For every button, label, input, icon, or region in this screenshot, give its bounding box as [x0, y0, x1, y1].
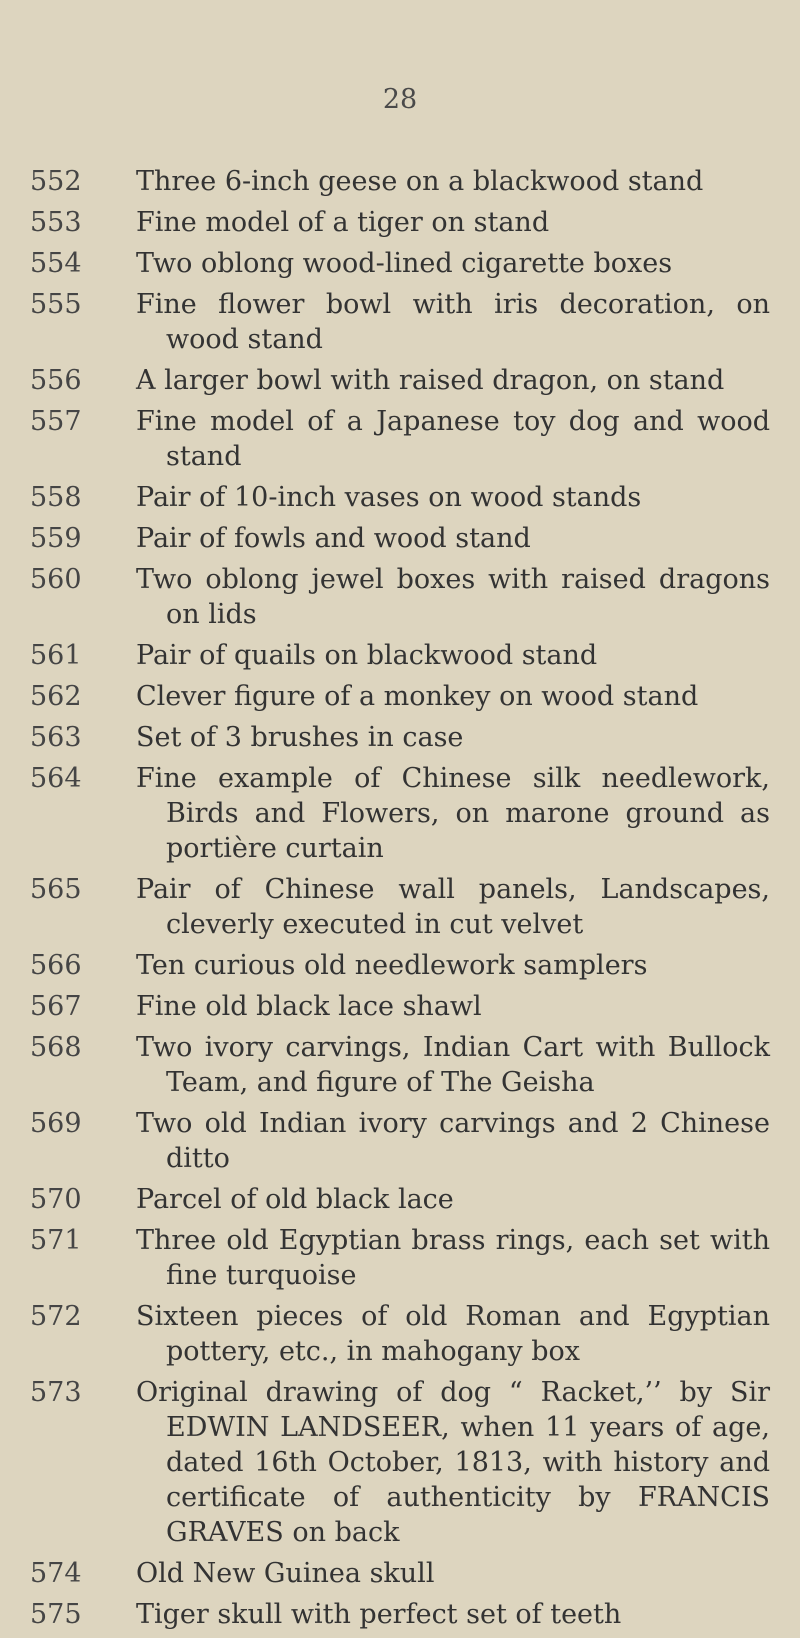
lot-description: Tiger skull with perfect set of teeth	[136, 1599, 622, 1630]
lot-number: 553	[30, 207, 82, 238]
lot-item	[0, 205, 800, 240]
lot-number: 575	[30, 1599, 82, 1630]
lot-number: 573	[30, 1377, 82, 1408]
lot-number: 571	[30, 1225, 82, 1256]
lot-number: 557	[30, 406, 82, 437]
lot-description: Two oblong wood-lined cigarette boxes	[136, 248, 673, 279]
lot-description: Clever figure of a monkey on wood stand	[136, 681, 699, 712]
lot-description: Two oblong jewel boxes with raised dragons on lids	[136, 564, 770, 630]
lot-description: Three 6-inch geese on a blackwood stand	[136, 166, 704, 197]
lot-description: Fine model of a Japanese toy dog and wood stand	[136, 406, 770, 472]
lot-description: Pair of 10-inch vases on wood stands	[136, 482, 642, 513]
lot-number: 552	[30, 166, 82, 197]
lot-item	[0, 948, 800, 983]
lot-description: Parcel of old black lace	[136, 1184, 454, 1215]
lot-description: Fine model of a tiger on stand	[136, 207, 550, 238]
lot-number: 572	[30, 1301, 82, 1332]
lot-list	[0, 164, 800, 1638]
lot-number: 565	[30, 874, 82, 905]
lot-item	[0, 363, 800, 398]
lot-item	[0, 638, 800, 673]
lot-item	[0, 480, 800, 515]
lot-number: 561	[30, 640, 82, 671]
lot-number: 563	[30, 722, 82, 753]
lot-item	[0, 1030, 800, 1100]
lot-description: Old New Guinea skull	[136, 1558, 435, 1589]
lot-description: Set of 3 brushes in case	[136, 722, 464, 753]
lot-item	[0, 1299, 800, 1369]
lot-description: Fine example of Chinese silk needlework, Birds and Flowers, on marone ground as portière curtain	[136, 763, 770, 864]
lot-number: 564	[30, 763, 82, 794]
lot-description: Ten curious old needlework samplers	[136, 950, 648, 981]
lot-item	[0, 404, 800, 474]
lot-item	[0, 679, 800, 714]
lot-description: Fine flower bowl with iris decoration, on wood stand	[136, 289, 770, 355]
lot-item	[0, 989, 800, 1024]
lot-item	[0, 287, 800, 357]
lot-number: 558	[30, 482, 82, 513]
lot-number: 559	[30, 523, 82, 554]
lot-description: Pair of fowls and wood stand	[136, 523, 531, 554]
lot-item	[0, 1182, 800, 1217]
lot-number: 562	[30, 681, 82, 712]
lot-item	[0, 1106, 800, 1176]
lot-number: 554	[30, 248, 82, 279]
lot-number: 568	[30, 1032, 82, 1063]
lot-description: A larger bowl with raised dragon, on stand	[136, 365, 725, 396]
lot-item	[0, 1223, 800, 1293]
lot-item	[0, 521, 800, 556]
page-number: 28	[382, 84, 418, 115]
lot-number: 570	[30, 1184, 82, 1215]
lot-number: 560	[30, 564, 82, 595]
lot-item	[0, 246, 800, 281]
lot-item	[0, 1556, 800, 1591]
lot-item	[0, 562, 800, 632]
lot-description: Two old Indian ivory carvings and 2 Chinese ditto	[136, 1108, 770, 1174]
lot-item	[0, 164, 800, 199]
lot-number: 574	[30, 1558, 82, 1589]
lot-description: Pair of Chinese wall panels, Landscapes, cleverly executed in cut velvet	[136, 874, 770, 940]
lot-number: 566	[30, 950, 82, 981]
lot-description: Original drawing of dog “ Racket,’’ by Sir EDWIN LANDSEER, when 11 years of age, dated 16th October, 1813, with history and certificate of authenticity by FRANCIS GRAVES on back	[136, 1377, 770, 1548]
lot-description: Pair of quails on blackwood stand	[136, 640, 598, 671]
lot-item	[0, 1597, 800, 1632]
lot-description: Sixteen pieces of old Roman and Egyptian pottery, etc., in mahogany box	[136, 1301, 770, 1367]
lot-number: 567	[30, 991, 82, 1022]
lot-description: Three old Egyptian brass rings, each set with fine turquoise	[136, 1225, 770, 1291]
lot-description: Two ivory carvings, Indian Cart with Bullock Team, and figure of The Geisha	[136, 1032, 770, 1098]
lot-number: 569	[30, 1108, 82, 1139]
lot-item	[0, 872, 800, 942]
lot-number: 555	[30, 289, 82, 320]
lot-number: 556	[30, 365, 82, 396]
lot-item	[0, 1375, 800, 1550]
lot-item	[0, 720, 800, 755]
lot-item	[0, 761, 800, 866]
lot-description: Fine old black lace shawl	[136, 991, 482, 1022]
